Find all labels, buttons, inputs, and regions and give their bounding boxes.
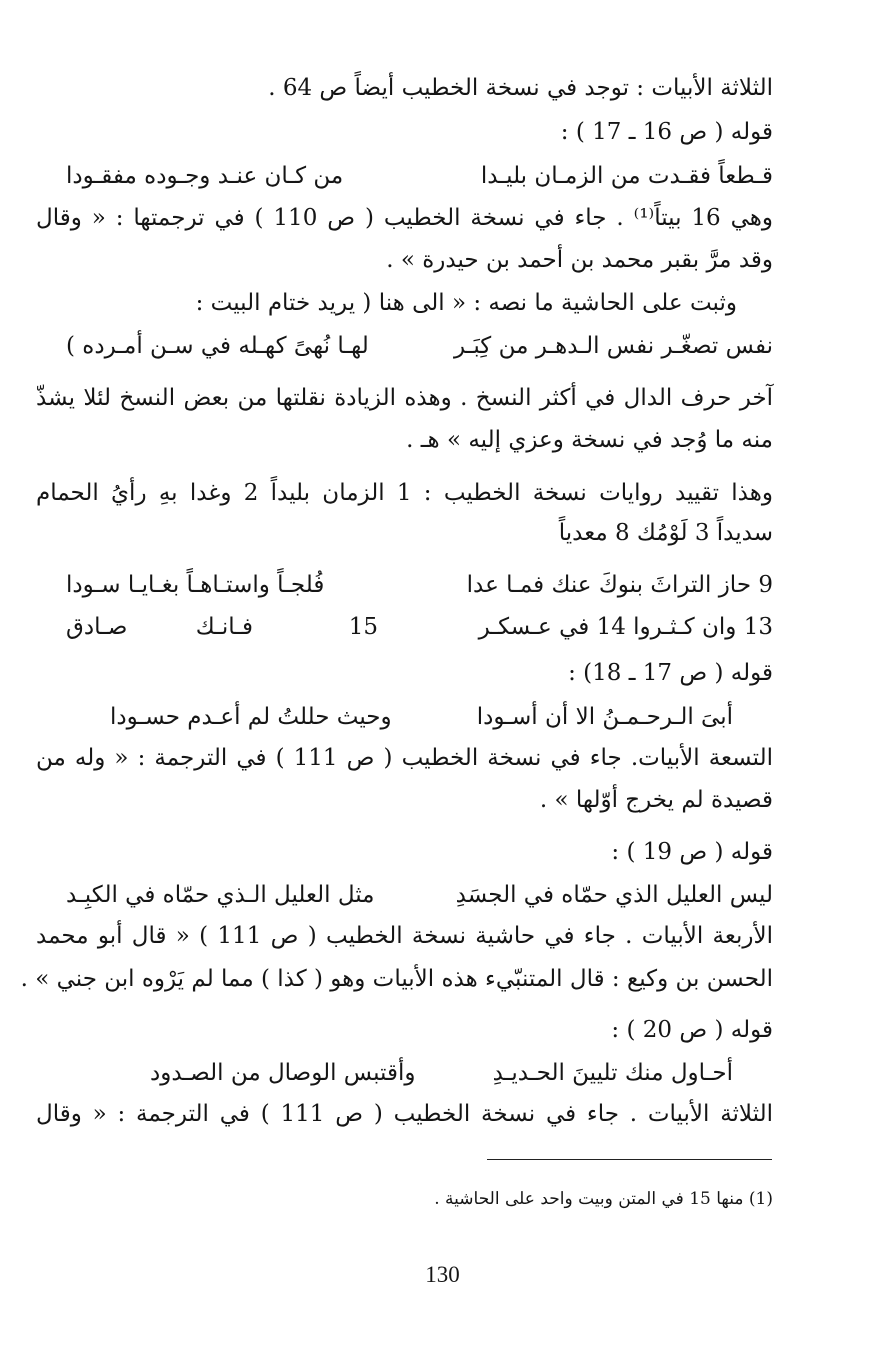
variant-number: 15 xyxy=(348,614,378,640)
text-line: الأربعة الأبيات . جاء في حاشية نسخة الخطيب ( ص 111 ) « قال أبو محمد xyxy=(36,923,773,949)
verse-hemistich-first: ليس العليل الذي حمّاه في الجسَدِ xyxy=(455,882,773,908)
page-number: 130 xyxy=(425,1262,460,1287)
variant-item: 13 وان كـثـروا 14 في عـسكـر xyxy=(478,614,773,640)
verse-hemistich-second: وحيث حللتُ لم أعـدم حسـودا xyxy=(110,704,392,730)
verse-hemistich-first: قـطعاً فقـدت من الزمـان بليـدا xyxy=(480,163,773,189)
verse-hemistich-second: فُلجـاً واستـاهـاً بغـايـا سـودا xyxy=(66,572,325,598)
text-line: منه ما وُجد في نسخة وعزي إليه » هـ . xyxy=(406,427,773,453)
text-line: آخر حرف الدال في أكثر النسخ . وهذه الزيادة نقلتها من بعض النسخ لئلا يشذّ xyxy=(36,385,773,411)
text-line: سديداً 3 لَوْمُك 8 معدياً xyxy=(558,520,773,546)
text-line: وقد مرَّ بقبر محمد بن أحمد بن حيدرة » . xyxy=(386,247,773,273)
text-line: التسعة الأبيات. جاء في نسخة الخطيب ( ص 111 ) في الترجمة : « وله من xyxy=(36,745,773,771)
verse-hemistich-first: نفس تصغّـر نفس الـدهـر من كِبَـر xyxy=(453,333,773,359)
text-line: الثلاثة الأبيات : توجد في نسخة الخطيب أيضاً ص 64 . xyxy=(268,75,773,101)
verse-line xyxy=(48,1053,773,1093)
section-heading: قوله ( ص 20 ) : xyxy=(611,1017,773,1043)
footnote: (1) منها 15 في المتن وبيت واحد على الحاشية . xyxy=(434,1189,773,1209)
numbered-variants-row xyxy=(48,607,773,647)
verse-line xyxy=(48,326,773,366)
section-heading: قوله ( ص 17 ـ 18) : xyxy=(568,660,773,686)
verse-line xyxy=(48,875,773,915)
text-line: وهذا تقييد روايات نسخة الخطيب : 1 الزمان بليداً 2 وغدا بهِ رأيُ الحمام xyxy=(36,480,773,506)
verse-line xyxy=(48,156,773,196)
footnote-divider xyxy=(487,1159,772,1160)
text-line: الحسن بن وكيع : قال المتنبّيء هذه الأبيات وهو ( كذا ) مما لم يَرْوه ابن جني » . xyxy=(20,966,773,992)
variant-item: فـانـك xyxy=(195,614,253,640)
section-heading: قوله ( ص 16 ـ 17 ) : xyxy=(560,119,773,145)
verse-line xyxy=(48,697,773,737)
text-line: الثلاثة الأبيات . جاء في نسخة الخطيب ( ص 111 ) في الترجمة : « وقال xyxy=(36,1101,773,1127)
verse-hemistich-second: مثل العليل الـذي حمّاه في الكبِـد xyxy=(66,882,375,908)
verse-hemistich-first: أبىَ الـرحـمـنُ الا أن أسـودا xyxy=(476,704,733,730)
variant-item: صـادق xyxy=(66,614,128,640)
text-line: قصيدة لم يخرج أوّلها » . xyxy=(539,787,773,813)
verse-hemistich-second: لهـا نُهىً كهـله في سـن أمـرده ) xyxy=(66,333,369,359)
verse-hemistich-first: أحـاول منك تليينَ الحـديـدِ xyxy=(492,1060,733,1086)
verse-hemistich-second: وأقتبس الوصال من الصـدود xyxy=(150,1060,416,1086)
verse-hemistich-first: 9 حاز التراثَ بنوكَ عنك فمـا عدا xyxy=(466,572,773,598)
text-line: وثبت على الحاشية ما نصه : « الى هنا ( يريد ختام البيت : xyxy=(195,290,737,316)
verse-hemistich-second: من كـان عنـد وجـوده مفقـودا xyxy=(66,163,344,189)
verse-line xyxy=(48,565,773,605)
section-heading: قوله ( ص 19 ) : xyxy=(611,839,773,865)
text-line: وهي 16 بيتاً⁽¹⁾ . جاء في نسخة الخطيب ( ص 110 ) في ترجمتها : « وقال xyxy=(36,205,774,231)
